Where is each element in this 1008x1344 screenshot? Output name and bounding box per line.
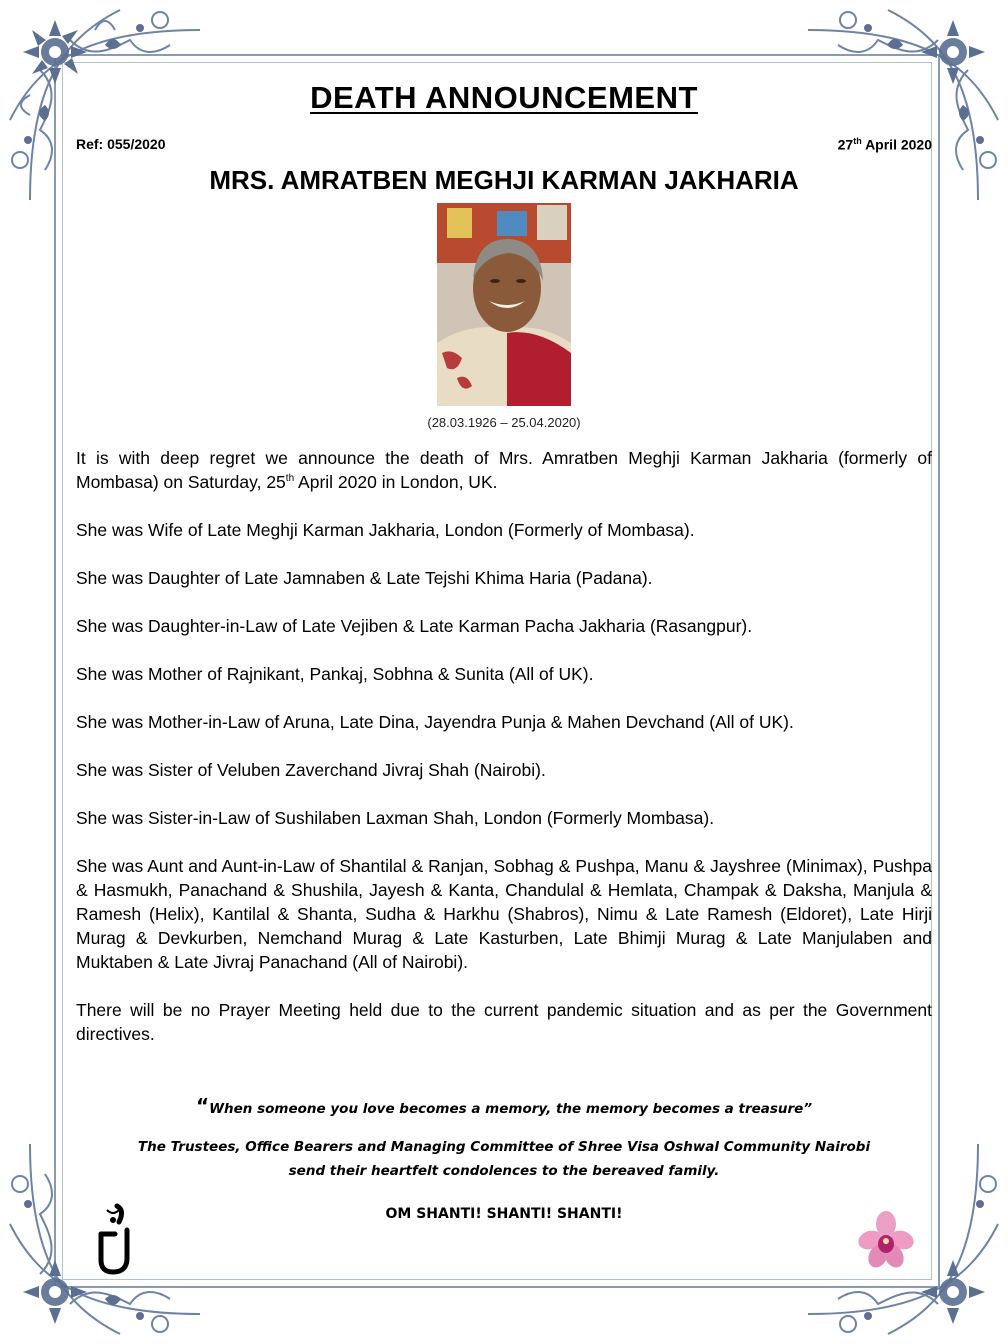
intro-suffix: th <box>285 473 295 485</box>
announcement-date <box>838 136 932 153</box>
quote-mark: “ <box>195 1094 210 1118</box>
quote-text: When someone you love becomes a memory, the memory becomes a treasure” <box>209 1101 813 1117</box>
date-day: 27 <box>837 136 854 153</box>
intro-text-a: It is with deep regret we announce the death of Mrs. Amratben Meghji Karman Jakharia (formerly of Mombasa) on Saturday, 25 <box>76 448 932 492</box>
page-title: DEATH ANNOUNCEMENT <box>310 80 698 115</box>
prayer-paragraph: There will be no Prayer Meeting held due to the current pandemic situation and as per the Government directives. <box>76 1000 932 1044</box>
orchid-flower-icon <box>858 1210 914 1272</box>
mother-paragraph: She was Mother of Rajnikant, Pankaj, Sobhna & Sunita (All of UK). <box>76 664 594 684</box>
memorial-quote <box>76 1094 932 1118</box>
wife-paragraph: She was Wife of Late Meghji Karman Jakharia, London (Formerly of Mombasa). <box>76 520 695 540</box>
intro-paragraph <box>76 446 932 494</box>
condolence-message <box>76 1135 932 1183</box>
deceased-name: MRS. AMRATBEN MEGHJI KARMAN JAKHARIA <box>209 165 799 195</box>
jain-om-icon <box>93 1200 135 1276</box>
daughter-paragraph: She was Daughter of Late Jamnaben & Late Tejshi Khima Haria (Padana). <box>76 568 653 588</box>
sister-paragraph: She was Sister of Veluben Zaverchand Jivraj Shah (Nairobi). <box>76 760 546 780</box>
intro-text-b: April 2020 in London, UK. <box>294 472 498 492</box>
portrait-photo <box>437 203 571 406</box>
mother-in-law-paragraph: She was Mother-in-Law of Aruna, Late Dina, Jayendra Punja & Mahen Devchand (All of UK). <box>76 712 794 732</box>
date-suffix: th <box>853 136 862 146</box>
announcement-body <box>76 446 932 1070</box>
condolence-line-2: send their heartfelt condolences to the bereaved family. <box>288 1163 720 1179</box>
lifespan-dates: (28.03.1926 – 25.04.2020) <box>427 415 581 430</box>
om-shanti: OM SHANTI! SHANTI! SHANTI! <box>385 1206 623 1222</box>
aunt-paragraph: She was Aunt and Aunt-in-Law of Shantilal & Ranjan, Sobhag & Pushpa, Manu & Jayshree (Minimax), Pushpa & Hasmukh, Panachand & Shushila, Jayesh & Kanta, Chandulal & Hemlata, Champak & Daksha, Manjula & Ramesh (Helix), Kantilal & Shanta, Sudha & Harkhu (Shabros), Nimu & Late Ramesh (Eldoret), Late Hirji Murag & Devkurben, Nemchand Murag & Late Kasturben, Late Bhimji Murag & Late Manjulaben and Muktaben & Late Jivraj Panachand (All of Nairobi). <box>76 856 932 972</box>
condolence-line-1: The Trustees, Office Bearers and Managing Committee of Shree Visa Oshwal Community Nairobi <box>137 1139 871 1155</box>
date-rest: April 2020 <box>861 136 932 153</box>
sister-in-law-paragraph: She was Sister-in-Law of Sushilaben Laxman Shah, London (Formerly Mombasa). <box>76 808 715 828</box>
daughter-in-law-paragraph: She was Daughter-in-Law of Late Vejiben & Late Karman Pacha Jakharia (Rasangpur). <box>76 616 753 636</box>
reference-number: Ref: 055/2020 <box>76 136 166 152</box>
